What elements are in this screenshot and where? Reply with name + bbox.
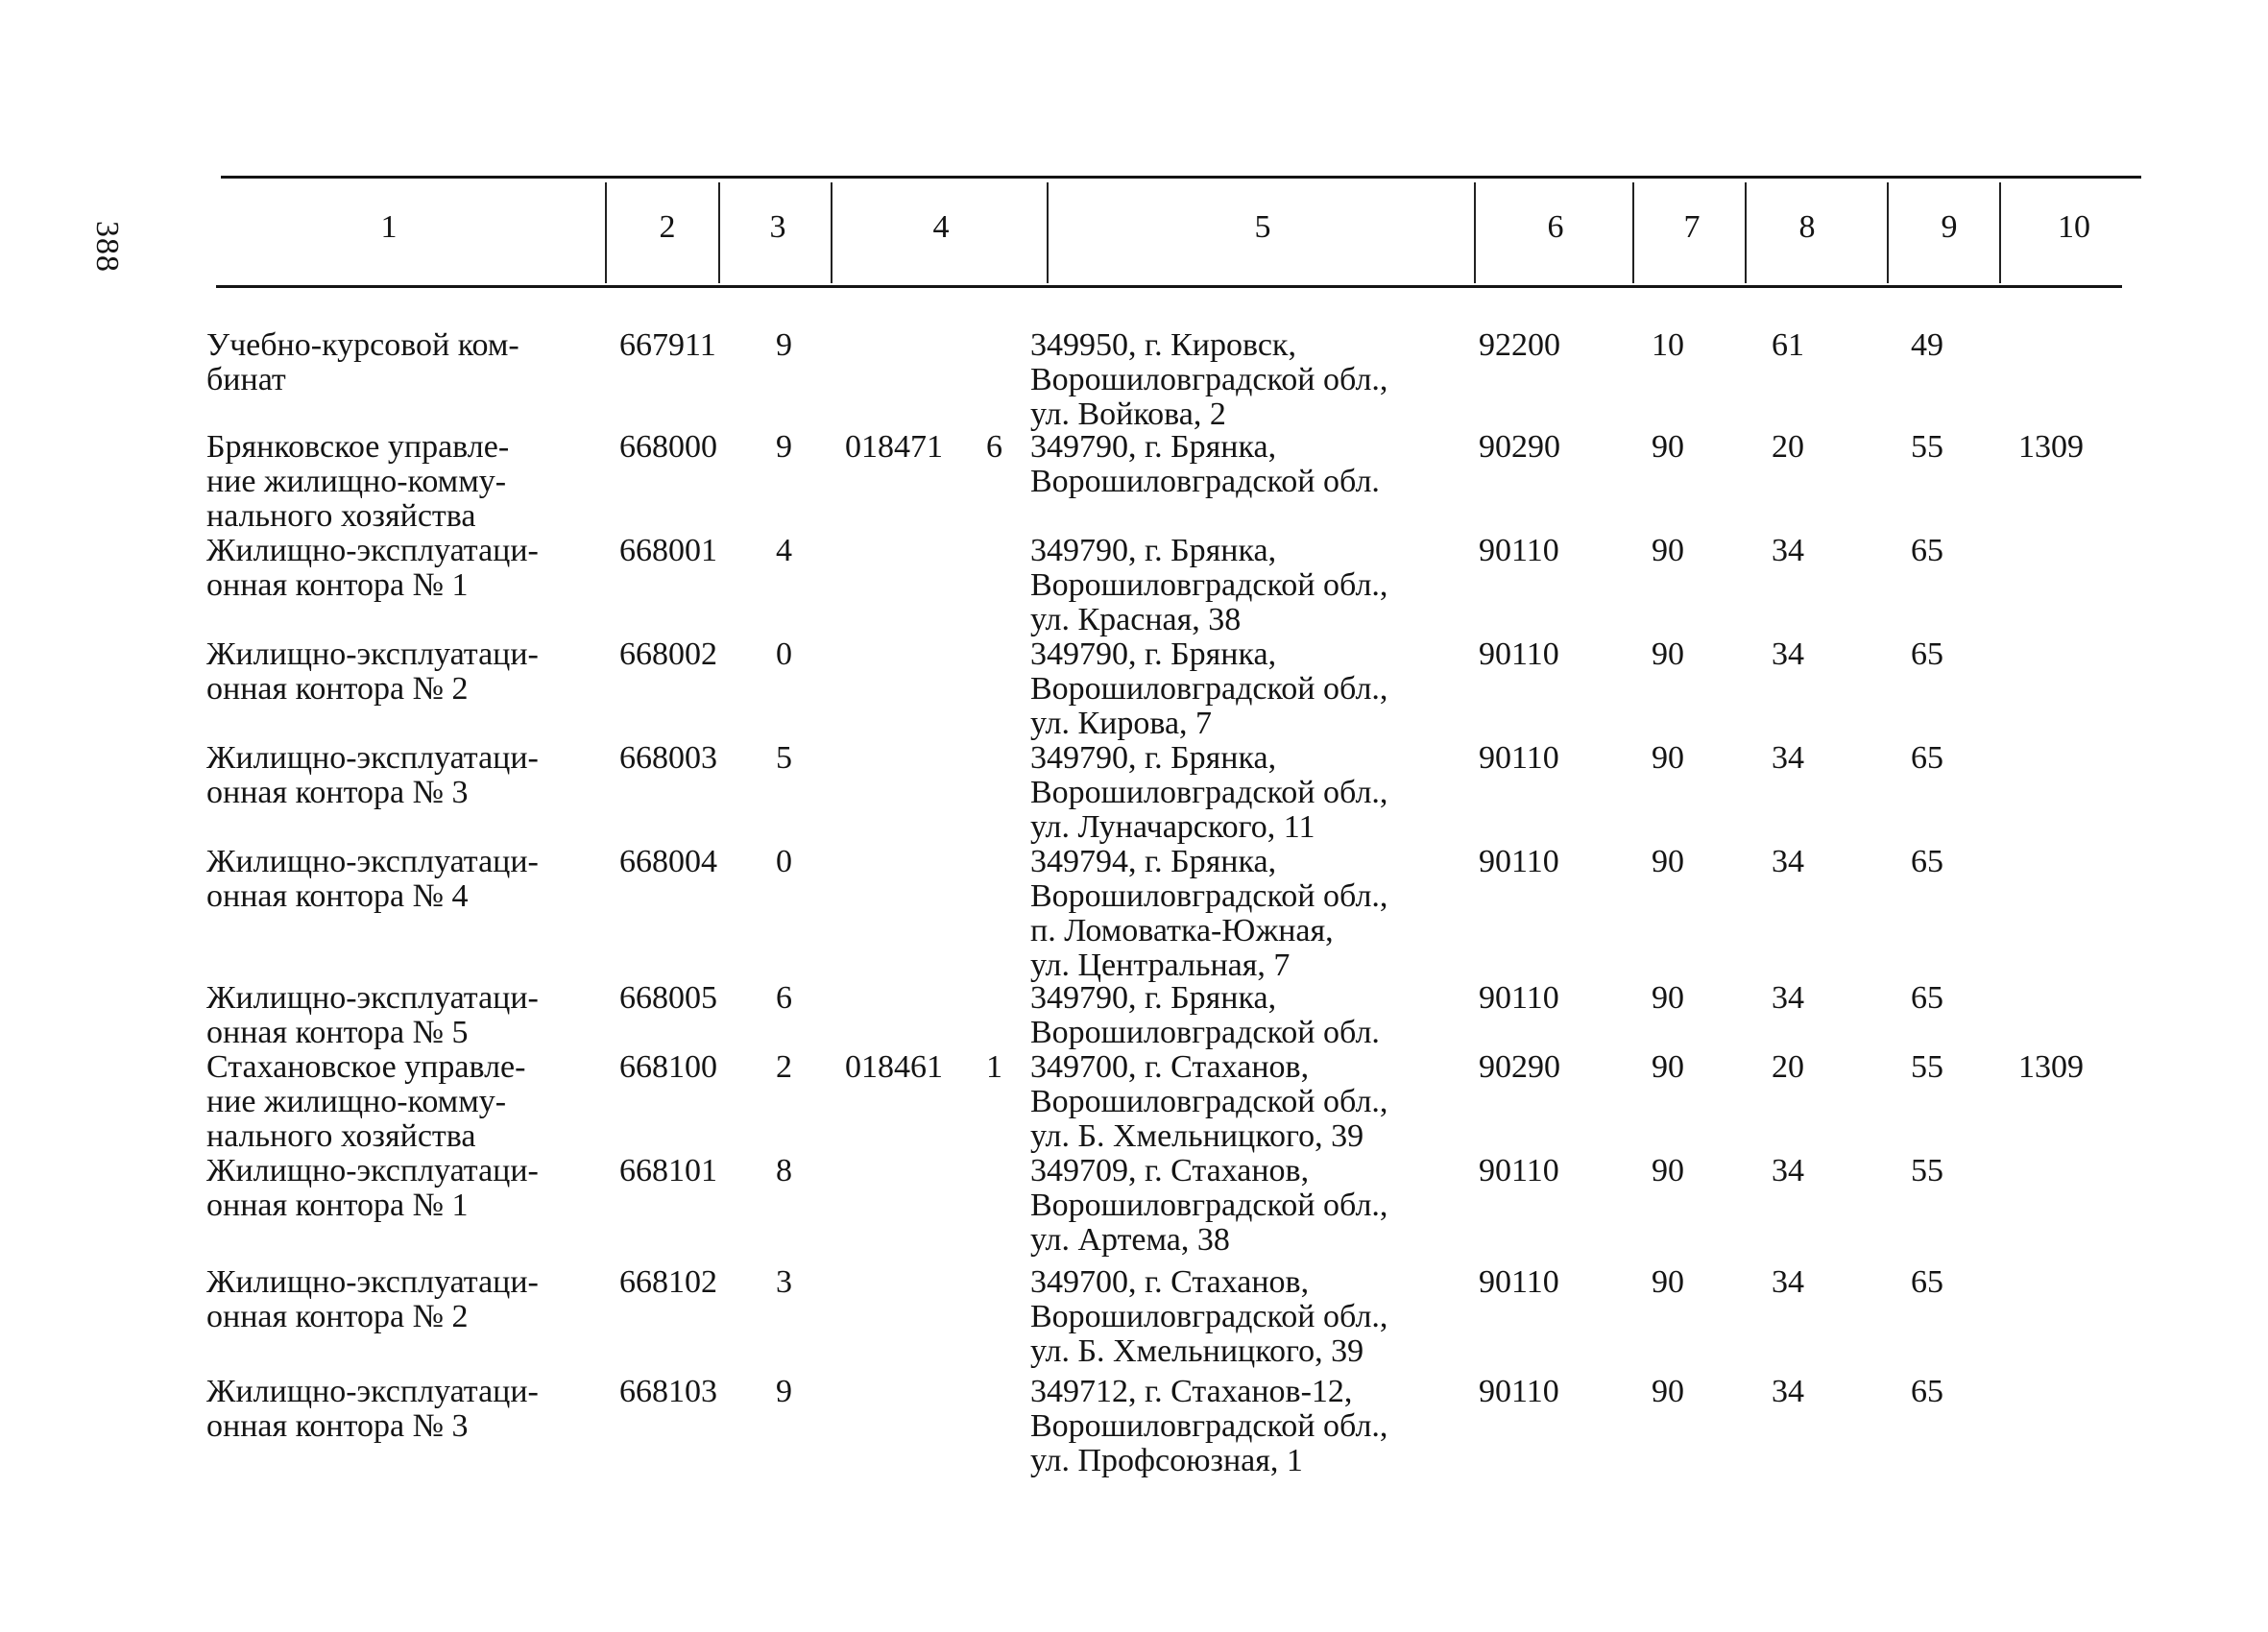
col-9-value: 65: [1911, 636, 1943, 672]
address: 349790, г. Брянка, Ворошиловградской обл.: [1030, 980, 1380, 1050]
col-6-value: 90110: [1479, 636, 1559, 672]
col-8-value: 20: [1772, 1049, 1804, 1085]
header-col-5: 5: [1254, 209, 1271, 245]
header-divider: [1745, 182, 1747, 283]
col-9-value: 55: [1911, 1153, 1943, 1188]
col-7-value: 90: [1652, 740, 1684, 776]
col-8-value: 34: [1772, 533, 1804, 568]
header-divider: [1632, 182, 1634, 283]
col-8-value: 34: [1772, 980, 1804, 1016]
col-6-value: 90110: [1479, 1264, 1559, 1300]
col-9-value: 65: [1911, 1264, 1943, 1300]
col-8-value: 34: [1772, 1264, 1804, 1300]
org-name: Жилищно-эксплуатаци- онная контора № 3: [206, 1374, 539, 1444]
org-code: 668103: [619, 1374, 717, 1409]
col-9-value: 65: [1911, 844, 1943, 879]
col-10-value: 1309: [2018, 1049, 2084, 1085]
col-8-value: 61: [1772, 327, 1804, 363]
org-code-check-digit: 9: [776, 327, 792, 363]
col-9-value: 55: [1911, 429, 1943, 465]
org-code: 668101: [619, 1153, 717, 1188]
header-col-3: 3: [769, 209, 786, 245]
col-6-value: 90290: [1479, 429, 1560, 465]
okpo-check-digit: 6: [986, 429, 1002, 465]
org-name: Жилищно-эксплуатаци- онная контора № 1: [206, 533, 539, 603]
col-10-value: 1309: [2018, 429, 2084, 465]
col-9-value: 65: [1911, 980, 1943, 1016]
header-col-1: 1: [380, 209, 398, 245]
header-col-7: 7: [1683, 209, 1701, 245]
col-9-value: 65: [1911, 740, 1943, 776]
col-9-value: 49: [1911, 327, 1943, 363]
address: 349950, г. Кировск, Ворошиловградской обл., ул. Войкова, 2: [1030, 327, 1388, 432]
col-8-value: 34: [1772, 740, 1804, 776]
col-6-value: 90290: [1479, 1049, 1560, 1085]
header-divider: [718, 182, 720, 283]
org-name: Жилищно-эксплуатаци- онная контора № 2: [206, 1264, 539, 1334]
col-7-value: 90: [1652, 844, 1684, 879]
address: 349712, г. Стаханов-12, Ворошиловградской обл., ул. Профсоюзная, 1: [1030, 1374, 1388, 1478]
org-code-check-digit: 2: [776, 1049, 792, 1085]
col-6-value: 90110: [1479, 1374, 1559, 1409]
header-col-9: 9: [1941, 209, 1958, 245]
col-9-value: 55: [1911, 1049, 1943, 1085]
org-code-check-digit: 9: [776, 1374, 792, 1409]
col-8-value: 34: [1772, 1153, 1804, 1188]
header-divider: [831, 182, 832, 283]
org-code: 668003: [619, 740, 717, 776]
address: 349790, г. Брянка, Ворошиловградской обл.: [1030, 429, 1380, 499]
org-code: 668005: [619, 980, 717, 1016]
header-divider: [1047, 182, 1049, 283]
header-divider: [1999, 182, 2001, 283]
org-code: 668100: [619, 1049, 717, 1085]
org-code: 668000: [619, 429, 717, 465]
col-7-value: 90: [1652, 980, 1684, 1016]
col-7-value: 90: [1652, 1374, 1684, 1409]
table-header-rule: [216, 285, 2122, 288]
org-name: Жилищно-эксплуатаци- онная контора № 1: [206, 1153, 539, 1223]
col-9-value: 65: [1911, 533, 1943, 568]
col-6-value: 92200: [1479, 327, 1560, 363]
table-top-rule: [221, 176, 2141, 179]
org-code-check-digit: 8: [776, 1153, 792, 1188]
col-7-value: 90: [1652, 533, 1684, 568]
org-code-check-digit: 6: [776, 980, 792, 1016]
address: 349700, г. Стаханов, Ворошиловградской обл., ул. Б. Хмельницкого, 39: [1030, 1049, 1388, 1154]
address: 349790, г. Брянка, Ворошиловградской обл., ул. Кирова, 7: [1030, 636, 1388, 741]
col-9-value: 65: [1911, 1374, 1943, 1409]
col-7-value: 90: [1652, 429, 1684, 465]
header-divider: [605, 182, 607, 283]
col-6-value: 90110: [1479, 980, 1559, 1016]
header-divider: [1474, 182, 1476, 283]
org-code-check-digit: 4: [776, 533, 792, 568]
page-number: 388: [89, 221, 125, 273]
address: 349794, г. Брянка, Ворошиловградской обл., п. Ломоватка-Южная, ул. Центральная, 7: [1030, 844, 1388, 983]
header-col-6: 6: [1547, 209, 1564, 245]
header-col-8: 8: [1798, 209, 1816, 245]
org-code-check-digit: 9: [776, 429, 792, 465]
col-6-value: 90110: [1479, 740, 1559, 776]
org-code-check-digit: 5: [776, 740, 792, 776]
org-code: 668001: [619, 533, 717, 568]
org-name: Стахановское управле- ние жилищно-комму- нального хозяйства: [206, 1049, 526, 1154]
col-6-value: 90110: [1479, 844, 1559, 879]
org-code: 668004: [619, 844, 717, 879]
col-6-value: 90110: [1479, 533, 1559, 568]
col-8-value: 34: [1772, 1374, 1804, 1409]
address: 349700, г. Стаханов, Ворошиловградской обл., ул. Б. Хмельницкого, 39: [1030, 1264, 1388, 1369]
address: 349790, г. Брянка, Ворошиловградской обл., ул. Луначарского, 11: [1030, 740, 1388, 845]
org-code: 667911: [619, 327, 716, 363]
address: 349790, г. Брянка, Ворошиловградской обл., ул. Красная, 38: [1030, 533, 1388, 637]
header-divider: [1887, 182, 1889, 283]
org-code: 668102: [619, 1264, 717, 1300]
col-7-value: 90: [1652, 1049, 1684, 1085]
col-8-value: 34: [1772, 844, 1804, 879]
okpo-check-digit: 1: [986, 1049, 1002, 1085]
org-name: Жилищно-эксплуатаци- онная контора № 4: [206, 844, 539, 914]
okpo-code: 018471: [845, 429, 943, 465]
org-code-check-digit: 0: [776, 636, 792, 672]
header-col-4: 4: [932, 209, 950, 245]
org-code: 668002: [619, 636, 717, 672]
org-name: Брянковское управле- ние жилищно-комму- нального хозяйства: [206, 429, 510, 534]
col-8-value: 34: [1772, 636, 1804, 672]
org-name: Жилищно-эксплуатаци- онная контора № 3: [206, 740, 539, 810]
col-6-value: 90110: [1479, 1153, 1559, 1188]
org-name: Учебно-курсовой ком- бинат: [206, 327, 519, 397]
col-7-value: 90: [1652, 636, 1684, 672]
org-code-check-digit: 0: [776, 844, 792, 879]
header-col-10: 10: [2058, 209, 2090, 245]
org-code-check-digit: 3: [776, 1264, 792, 1300]
col-8-value: 20: [1772, 429, 1804, 465]
org-name: Жилищно-эксплуатаци- онная контора № 2: [206, 636, 539, 707]
okpo-code: 018461: [845, 1049, 943, 1085]
col-7-value: 90: [1652, 1264, 1684, 1300]
col-7-value: 10: [1652, 327, 1684, 363]
org-name: Жилищно-эксплуатаци- онная контора № 5: [206, 980, 539, 1050]
address: 349709, г. Стаханов, Ворошиловградской обл., ул. Артема, 38: [1030, 1153, 1388, 1258]
header-col-2: 2: [659, 209, 676, 245]
col-7-value: 90: [1652, 1153, 1684, 1188]
